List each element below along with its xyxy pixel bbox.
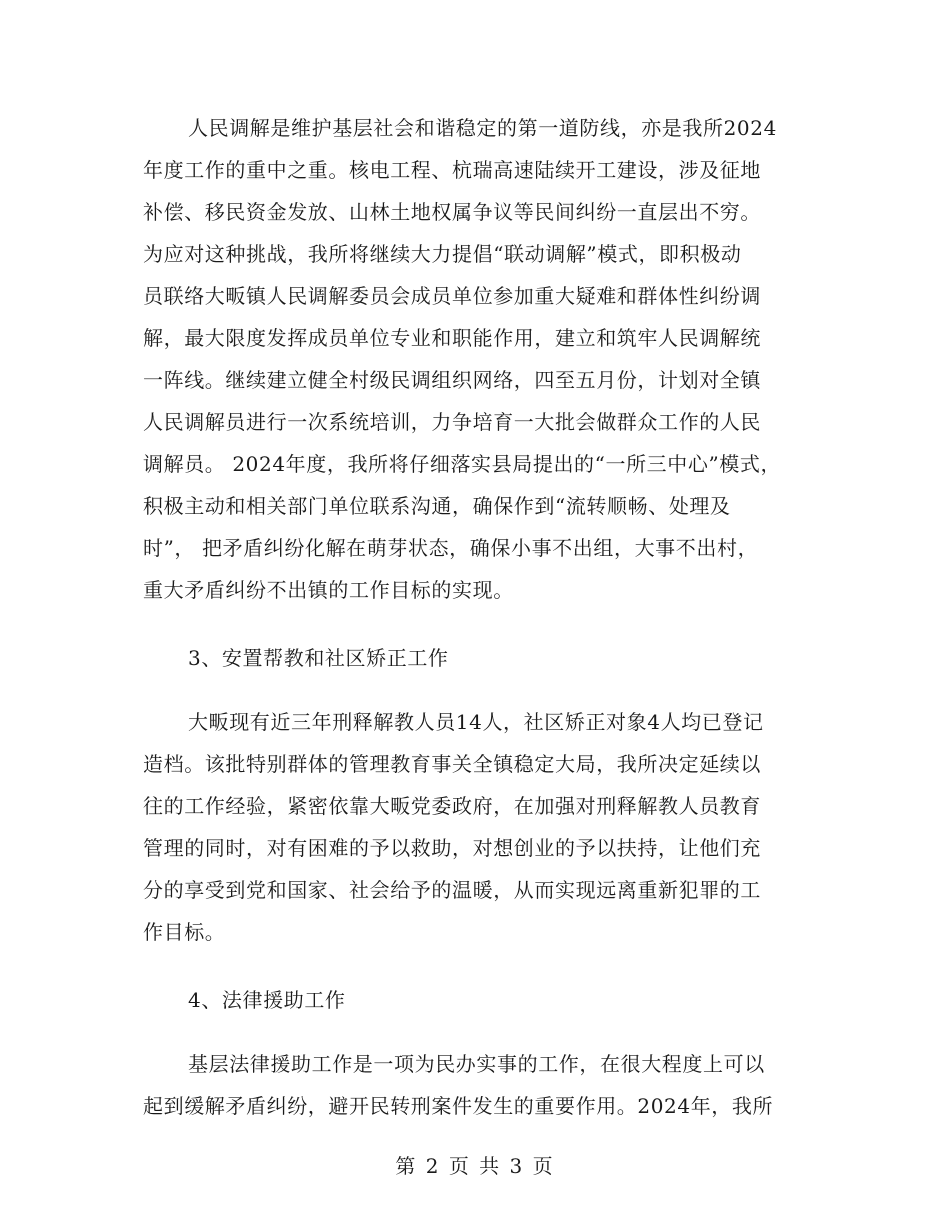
paragraph-line: 管理的同时，对有困难的予以救助，对想创业的予以扶持，让他们充 <box>143 836 761 860</box>
paragraph-line: 造档。该批特别群体的管理教育事关全镇稳定大局，我所决定延续以 <box>143 752 761 776</box>
paragraph-line: 作目标。 <box>143 920 226 944</box>
section-heading: 4、法律援助工作 <box>188 988 346 1012</box>
paragraph-line: 一阵线。继续建立健全村级民调组织网络，四至五月份，计划对全镇 <box>143 368 761 392</box>
paragraph-line: 为应对这种挑战，我所将继续大力提倡“联动调解”模式，即积极动 <box>143 242 742 266</box>
paragraph-line: 解，最大限度发挥成员单位专业和职能作用，建立和筑牢人民调解统 <box>143 326 761 350</box>
paragraph-line: 大畈现有近三年刑释解教人员14人，社区矫正对象4人均已登记 <box>188 710 764 734</box>
paragraph-line: 时”， 把矛盾纠纷化解在萌芽状态，确保小事不出组，大事不出村， <box>143 536 759 560</box>
paragraph-line: 人民调解员进行一次系统培训，力争培育一大批会做群众工作的人民 <box>143 410 761 434</box>
paragraph-line: 年度工作的重中之重。核电工程、杭瑞高速陆续开工建设，涉及征地 <box>143 158 761 182</box>
paragraph-line: 员联络大畈镇人民调解委员会成员单位参加重大疑难和群体性纠纷调 <box>143 284 761 308</box>
paragraph-line: 补偿、移民资金发放、山林土地权属争议等民间纠纷一直层出不穷。 <box>143 200 761 224</box>
paragraph-line: 调解员。 2024年度，我所将仔细落实县局提出的“一所三中心”模式， <box>143 452 782 476</box>
paragraph-line: 分的享受到党和国家、社会给予的温暖，从而实现远离重新犯罪的工 <box>143 878 761 902</box>
paragraph-line: 人民调解是维护基层社会和谐稳定的第一道防线，亦是我所2024 <box>188 116 777 140</box>
section-heading: 3、安置帮教和社区矫正工作 <box>188 646 449 670</box>
page-number-footer: 第 2 页 共 3 页 <box>395 1154 555 1178</box>
paragraph-line: 重大矛盾纠纷不出镇的工作目标的实现。 <box>143 578 514 602</box>
paragraph-line: 起到缓解矛盾纠纷，避开民转刑案件发生的重要作用。2024年，我所 <box>143 1094 774 1118</box>
paragraph-line: 基层法律援助工作是一项为民办实事的工作，在很大程度上可以 <box>188 1052 765 1076</box>
paragraph-line: 往的工作经验，紧密依靠大畈党委政府，在加强对刑释解教人员教育 <box>143 794 761 818</box>
paragraph-line: 积极主动和相关部门单位联系沟通，确保作到“流转顺畅、处理及 <box>143 494 731 518</box>
